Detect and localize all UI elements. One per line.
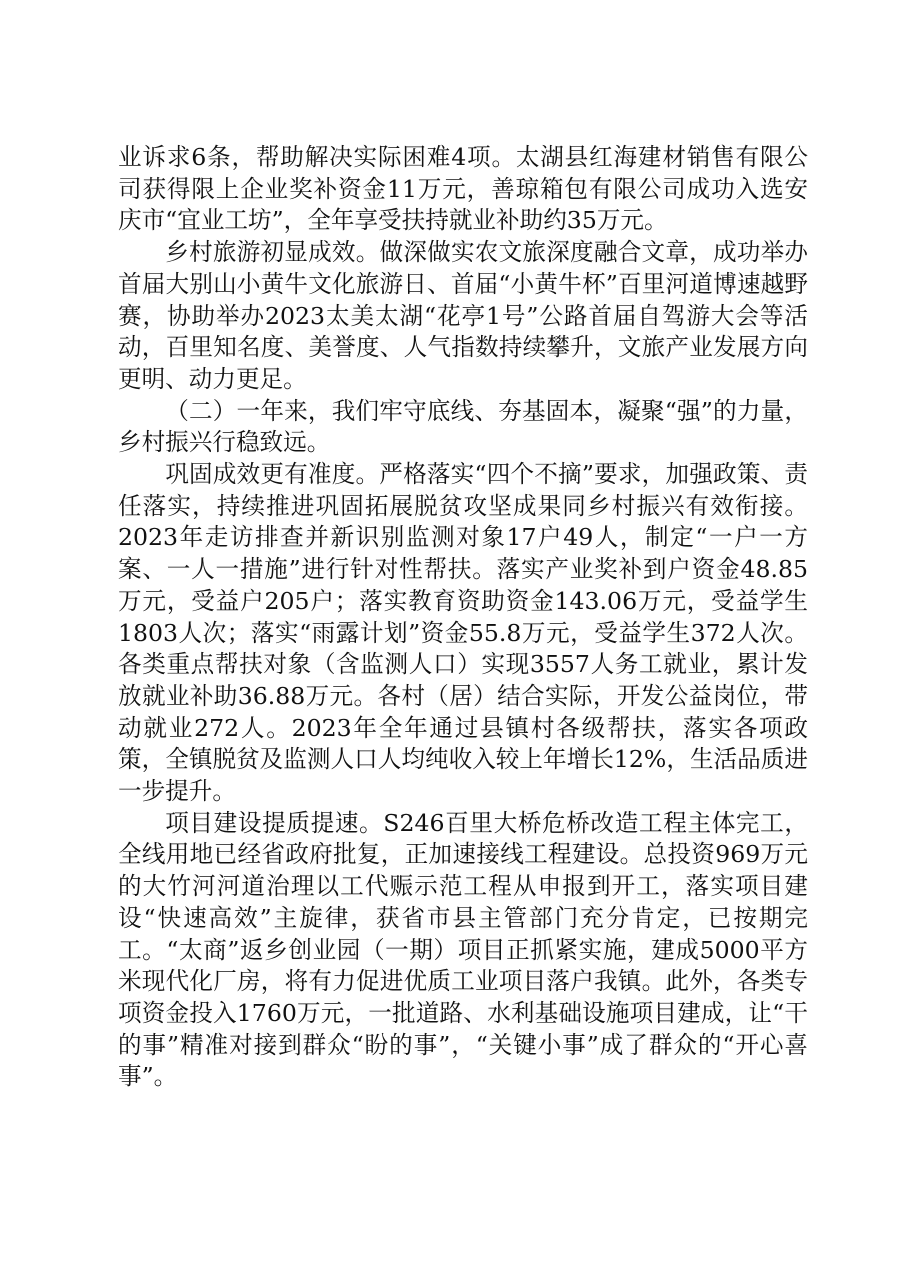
paragraph-rural-tourism: 乡村旅游初显成效。做深做实农文旅深度融合文章，成功举办首届大别山小黄牛文化旅游日、首届“小黄牛杯”百里河道博速越野赛，协助举办2023太美太湖“花亭1号”公路首届自驾游大会等活动，百里知名度、美誉度、人气指数持续攀升，文旅产业发展方向更明、动力更足。	[118, 238, 808, 393]
paragraph-project-construction: 项目建设提质提速。S246百里大桥危桥改造工程主体完工，全线用地已经省政府批复，正加速接线工程建设。总投资969万元的大竹河河道治理以工代赈示范工程从申报到开工，落实项目建设“快速高效”主旋律，获省市县主管部门充分肯定，已按期完工。“太商”返乡创业园（一期）项目正抓紧实施，建成5000平方米现代化厂房，将有力促进优质工业项目落户我镇。此外，各类专项资金投入1760万元，一批道路、水利基础设施项目建成，让“干的事”精准对接到群众“盼的事”，“关键小事”成了群众的“开心喜事”。	[118, 808, 808, 1091]
paragraph-continuation: 业诉求6条，帮助解决实际困难4项。太湖县红海建材销售有限公司获得限上企业奖补资金11万元，善琼箱包有限公司成功入选安庆市“宜业工坊”，全年享受扶持就业补助约35万元。	[118, 143, 808, 235]
paragraph-section-two-heading: （二）一年来，我们牢守底线、夯基固本，凝聚“强”的力量，乡村振兴行稳致远。	[118, 396, 808, 457]
paragraph-consolidation: 巩固成效更有准度。严格落实“四个不摘”要求，加强政策、责任落实，持续推进巩固拓展脱贫攻坚成果同乡村振兴有效衔接。2023年走访排查并新识别监测对象17户49人，制定“一户一方案、一人一措施”进行针对性帮扶。落实产业奖补到户资金48.85万元，受益户205户；落实教育资助资金143.06万元，受益学生1803人次；落实“雨露计划”资金55.8万元，受益学生372人次。各类重点帮扶对象（含监测人口）实现3557人务工就业，累计发放就业补助36.88万元。各村（居）结合实际，开发公益岗位，带动就业272人。2023年全年通过县镇村各级帮扶，落实各项政策，全镇脱贫及监测人口人均纯收入较上年增长12%，生活品质进一步提升。	[118, 460, 808, 806]
document-body	[118, 142, 808, 1093]
